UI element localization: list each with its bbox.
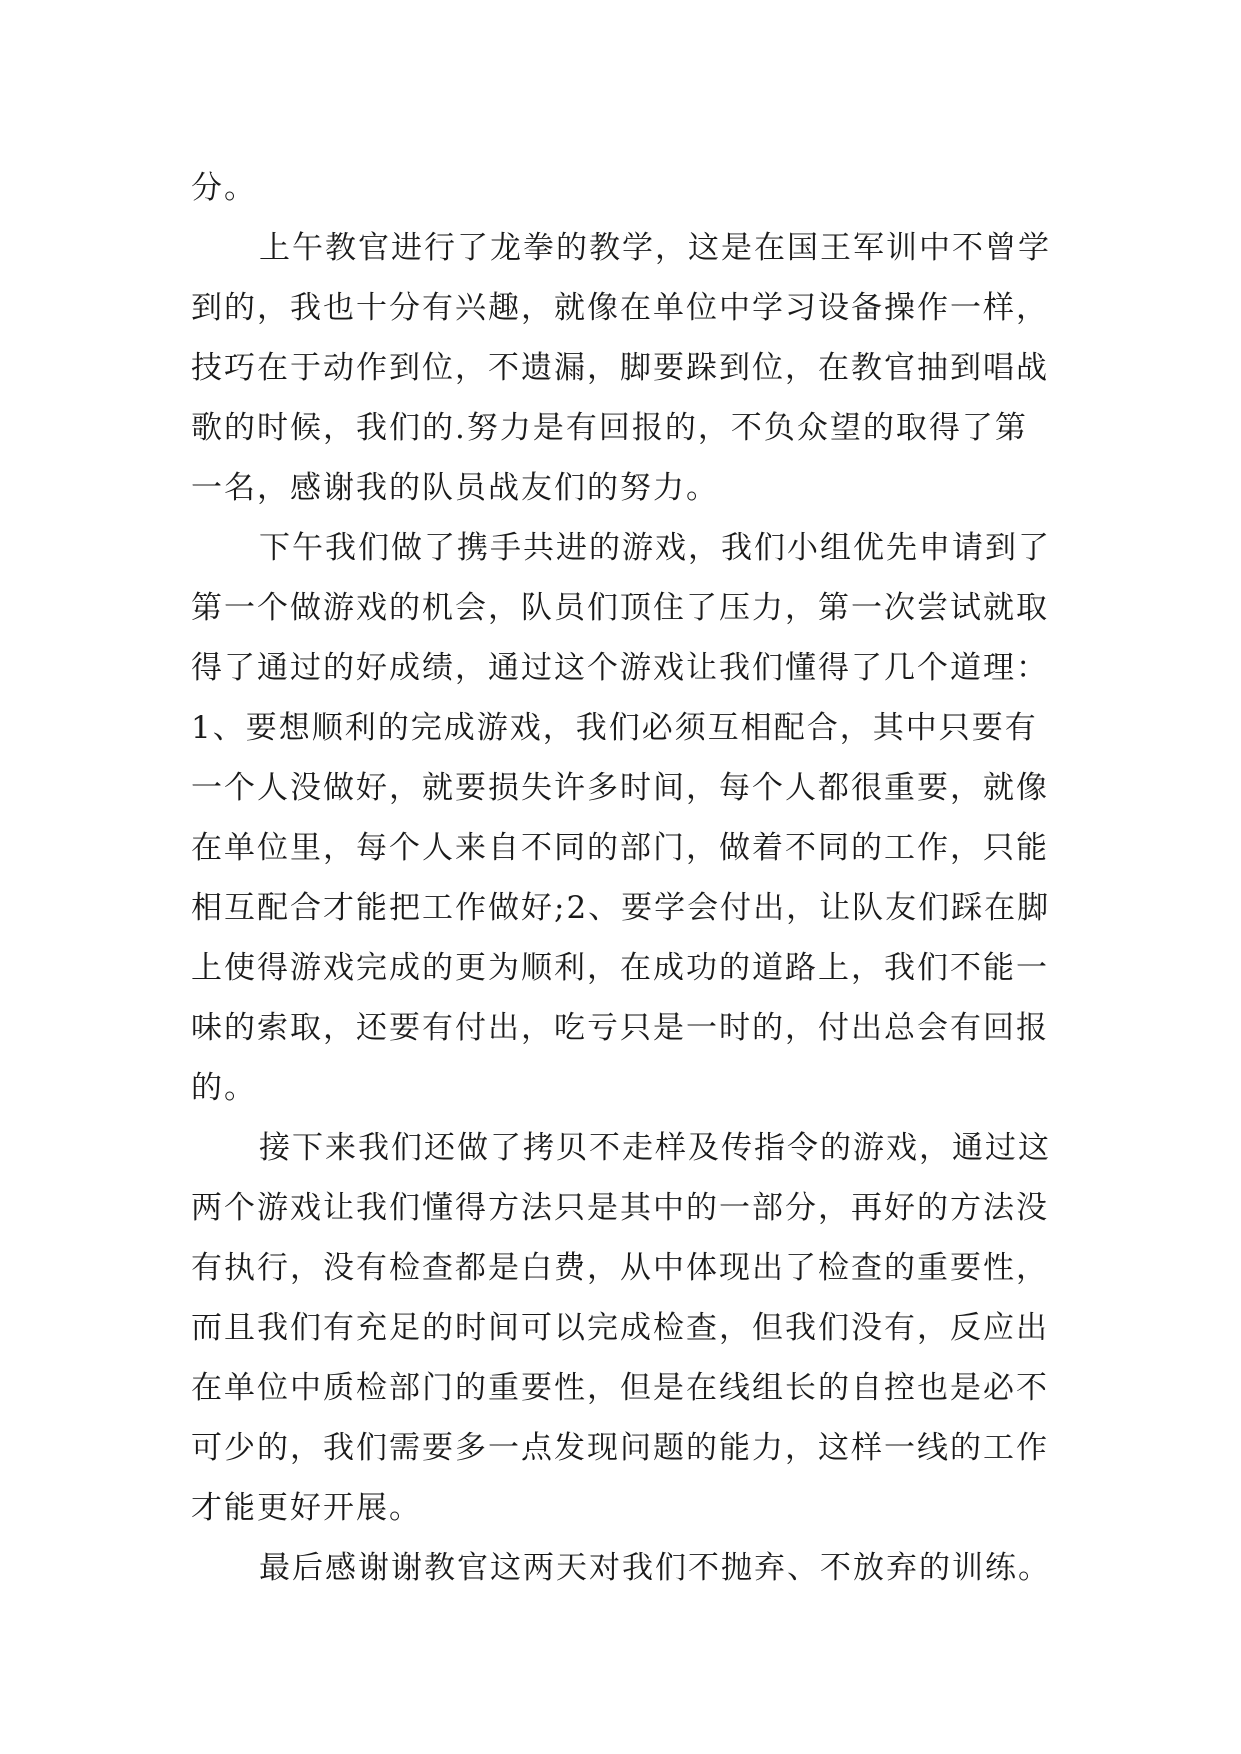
text-line: 才能更好开展。 [191, 1490, 422, 1526]
text-line: 在单位中质检部门的重要性，但是在线组长的自控也是必不 [191, 1370, 1049, 1406]
text-line: 味的索取，还要有付出，吃亏只是一时的，付出总会有回报 [191, 1010, 1049, 1046]
text-line: 到的，我也十分有兴趣，就像在单位中学习设备操作一样， [191, 290, 1049, 326]
text-line: 的。 [191, 1070, 257, 1106]
text-line: 在单位里，每个人来自不同的部门，做着不同的工作，只能 [191, 830, 1049, 866]
text-line: 而且我们有充足的时间可以完成检查，但我们没有，反应出 [191, 1310, 1049, 1346]
paragraph-first-line: 下午我们做了携手共进的游戏，我们小组优先申请到了 [259, 530, 1051, 566]
text-line: 上使得游戏完成的更为顺利，在成功的道路上，我们不能一 [191, 950, 1049, 986]
text-line: 两个游戏让我们懂得方法只是其中的一部分，再好的方法没 [191, 1190, 1049, 1226]
document-body [191, 158, 1071, 1598]
text-line: 得了通过的好成绩，通过这个游戏让我们懂得了几个道理： [191, 650, 1049, 686]
text-line: 第一个做游戏的机会，队员们顶住了压力，第一次尝试就取 [191, 590, 1049, 626]
text-line: 1、要想顺利的完成游戏，我们必须互相配合，其中只要有 [191, 710, 1038, 746]
text-line: 歌的时候，我们的.努力是有回报的，不负众望的取得了第 [191, 410, 1028, 446]
text-line: 一名，感谢我的队员战友们的努力。 [191, 470, 719, 506]
text-line: 可少的，我们需要多一点发现问题的能力，这样一线的工作 [191, 1430, 1049, 1466]
paragraph-first-line: 最后感谢谢教官这两天对我们不抛弃、不放弃的训练。 [259, 1550, 1051, 1586]
text-line: 技巧在于动作到位，不遗漏，脚要跺到位，在教官抽到唱战 [191, 350, 1049, 386]
paragraph-first-line: 上午教官进行了龙拳的教学，这是在国王军训中不曾学 [259, 230, 1051, 266]
text-line: 一个人没做好，就要损失许多时间，每个人都很重要，就像 [191, 770, 1049, 806]
text-line: 相互配合才能把工作做好;2、要学会付出，让队友们踩在脚 [191, 890, 1051, 926]
text-line: 有执行，没有检查都是白费，从中体现出了检查的重要性， [191, 1250, 1049, 1286]
paragraph-first-line: 接下来我们还做了拷贝不走样及传指令的游戏，通过这 [259, 1130, 1051, 1166]
text-line: 分。 [191, 170, 257, 206]
